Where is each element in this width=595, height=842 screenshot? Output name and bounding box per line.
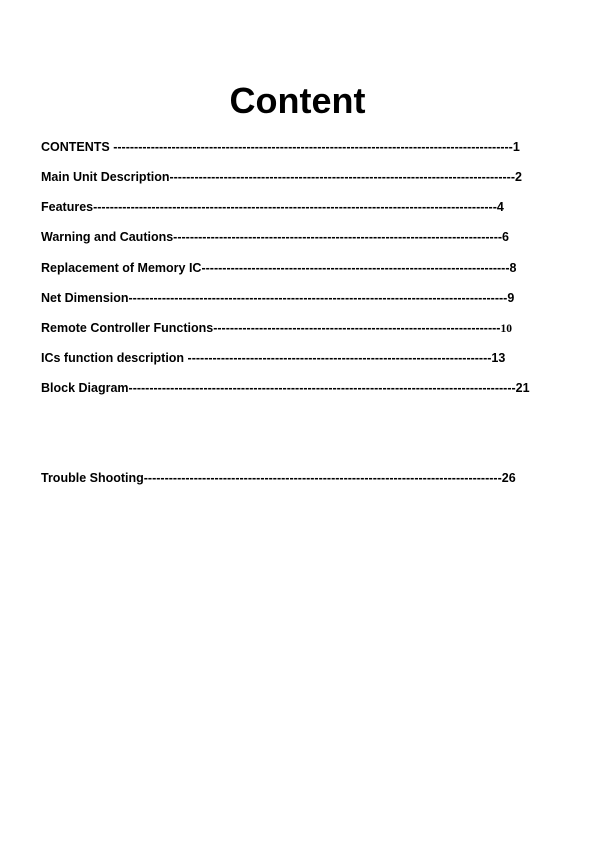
toc-entry-main-unit-description[interactable] xyxy=(41,170,522,184)
toc-leader: ------------------------------------------------------------------------------------------------ xyxy=(113,140,513,154)
toc-page-number: 10 xyxy=(500,323,512,335)
toc-entry-title: Remote Controller Functions xyxy=(41,321,214,335)
toc-entry-title: Trouble Shooting xyxy=(41,471,144,485)
toc-entry-trouble-shooting[interactable] xyxy=(41,471,516,485)
toc-entry-warning-and-cautions[interactable] xyxy=(41,230,509,244)
toc-entry-title: Warning and Cautions xyxy=(41,230,174,244)
toc-page-number: 1 xyxy=(512,140,520,154)
toc-leader: ------------------------------------------------------------------------------- xyxy=(173,230,503,244)
toc-entry-title: Replacement of Memory IC xyxy=(41,261,202,275)
toc-entry-title: Features xyxy=(41,200,94,214)
toc-page-number: 8 xyxy=(509,261,517,275)
toc-leader: --------------------------------------------------------------------- xyxy=(213,321,501,335)
toc-entry-title: Block Diagram xyxy=(41,381,129,395)
toc-entry-title: Main Unit Description xyxy=(41,170,170,184)
toc-entry-title: ICs function description xyxy=(41,351,188,365)
toc-leader: -------------------------------------------------------------------------- xyxy=(201,261,510,275)
toc-entry-ics-function-description[interactable] xyxy=(41,351,505,365)
toc-leader: --------------------------------------------------------------------------------------------- xyxy=(128,381,516,395)
toc-entry-title: CONTENTS xyxy=(41,140,114,154)
toc-entry-features[interactable] xyxy=(41,200,504,214)
toc-leader: ----------------------------------------------------------------------------------- xyxy=(169,170,515,184)
toc-leader: ------------------------------------------------------------------------- xyxy=(187,351,492,365)
toc-entry-title: Net Dimension xyxy=(41,291,129,305)
toc-leader: -------------------------------------------------------------------------------------- xyxy=(143,471,502,485)
toc-page-number: 6 xyxy=(502,230,509,244)
toc-entry-replacement-of-memory-ic[interactable] xyxy=(41,261,516,275)
toc-page-number: 9 xyxy=(507,291,515,305)
toc-entry-block-diagram[interactable] xyxy=(41,381,530,395)
toc-page-number: 26 xyxy=(501,471,516,485)
toc-entry-remote-controller-functions[interactable] xyxy=(41,321,512,336)
toc-entry-contents[interactable] xyxy=(41,140,520,154)
toc-page-number: 21 xyxy=(515,381,530,395)
toc-page-number: 2 xyxy=(514,170,522,184)
toc-leader: ------------------------------------------------------------------------------------------- xyxy=(128,291,508,305)
toc-page-number: 13 xyxy=(491,351,506,365)
toc-leader: ------------------------------------------------------------------------------------------------- xyxy=(93,200,497,214)
toc-page-number: 4 xyxy=(496,200,504,214)
page-title: Content xyxy=(229,80,366,121)
toc-entry-net-dimension[interactable] xyxy=(41,291,514,305)
